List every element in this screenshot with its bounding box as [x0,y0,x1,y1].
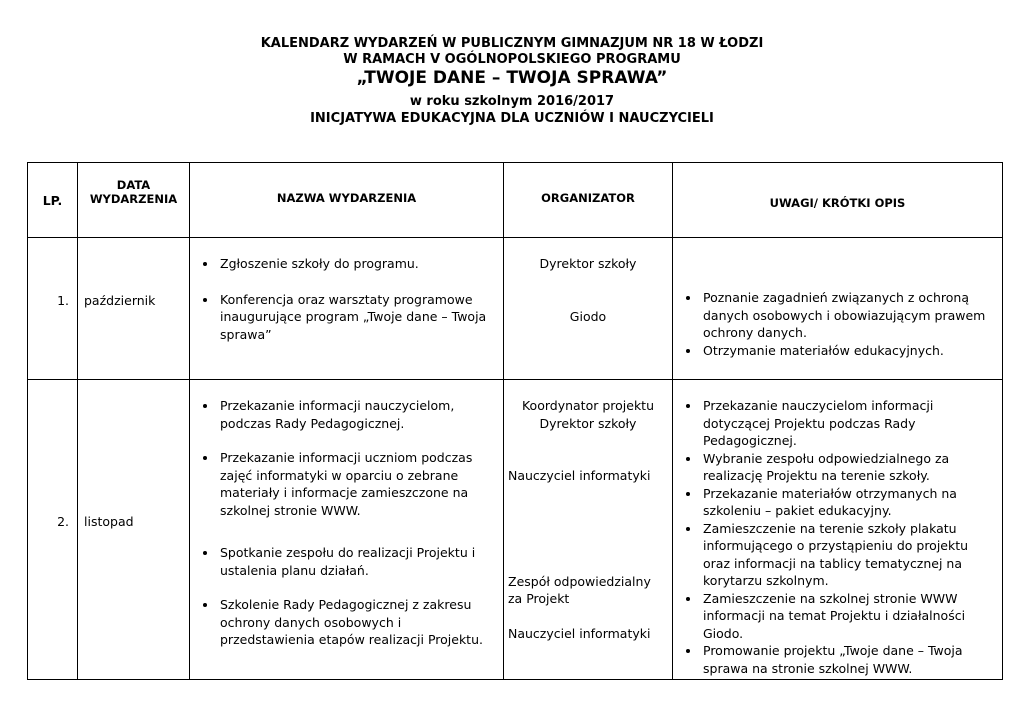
header-notes: UWAGI/ KRÓTKI OPIS [673,163,1003,238]
list-item: Dyrektor szkoły [539,415,637,431]
row-1-lp: 1. [28,238,78,380]
list-item: • Przekazanie materiałów otrzymanych na szkoleniu – pakiet edukacyjny. [701,485,998,520]
list-item: • Promowanie projektu „Twoje dane – Twoja sprawa na stronie szkolnej WWW. [701,642,998,677]
row-1-organizers [504,238,673,380]
row-2-date: listopad [78,380,190,680]
list-item: • Przekazanie informacji nauczycielom, podczas Rady Pedagogicznej. [218,397,497,432]
row-2-organizers [504,380,673,680]
row-1-notes [673,238,1003,380]
list-item: • Zamieszczenie na terenie szkoły plakatu informującego o przystąpieniu do projektu oraz informacji na tablicy tematycznej na korytarzu szkolnym. [701,520,998,590]
list-item: • Zgłoszenie szkoły do programu. [218,255,503,273]
row-2-notes [673,380,1003,680]
row-1-date: październik [78,238,190,380]
title-line-1: KALENDARZ WYDARZEŃ W PUBLICZNYM GIMNAZJUM NR 18 W ŁODZI [260,36,764,51]
initiative-subtitle: INICJATYWA EDUKACYJNA DLA UCZNIÓW I NAUCZYCIELI [310,111,714,126]
list-item: • Poznanie zagadnień związanych z ochroną danych osobowych i obowiazującym prawem ochrony danych. [701,289,998,342]
list-item: Dyrektor szkoły [539,256,637,271]
table-row [28,380,1003,680]
list-item: • Spotkanie zespołu do realizacji Projektu i ustalenia planu działań. [218,544,497,579]
program-title: „TWOJE DANE – TWOJA SPRAWA” [356,68,668,88]
header-event-name: NAZWA WYDARZENIA [190,163,504,238]
list-item: • Otrzymanie materiałów edukacyjnych. [701,342,998,360]
list-item: • Przekazanie informacji uczniom podczas zajęć informatyki w oparciu o zebrane materiały i informacje zamieszczone na szkolnej stronie WWW. [218,449,497,519]
list-item: Zespół odpowiedzialny za Projekt [508,573,651,606]
row-2-lp: 2. [28,380,78,680]
list-item: • Konferencja oraz warsztaty programowe inaugurujące program „Twoje dane – Twoja sprawa” [218,291,503,344]
list-item: • Wybranie zespołu odpowiedzialnego za realizację Projektu na terenie szkoły. [701,450,998,485]
header-lp: LP. [28,163,78,238]
table-row [28,238,1003,380]
school-year: w roku szkolnym 2016/2017 [409,94,615,109]
header-organizer: ORGANIZATOR [504,163,673,238]
row-1-events [190,238,504,380]
events-calendar-table [27,162,1003,680]
table-header-row [28,163,1003,238]
list-item: Nauczyciel informatyki [508,468,651,483]
list-item: Giodo [569,308,607,324]
list-item: • Przekazanie nauczycielom informacji dotyczącej Projektu podczas Rady Pedagogicznej. [701,397,998,450]
list-item: Nauczyciel informatyki [508,625,651,641]
row-2-events [190,380,504,680]
list-item: • Szkolenie Rady Pedagogicznej z zakresu ochrony danych osobowych i przedstawienia etapów realizacji Projektu. [218,596,497,649]
header-date: DATA WYDARZENIA [78,163,190,238]
list-item: Koordynator projektu [521,398,655,413]
list-item: • Zamieszczenie na szkolnej stronie WWW informacji na temat Projektu i działalności Giodo. [701,590,998,643]
title-line-2: W RAMACH V OGÓLNOPOLSKIEGO PROGRAMU [343,52,681,67]
